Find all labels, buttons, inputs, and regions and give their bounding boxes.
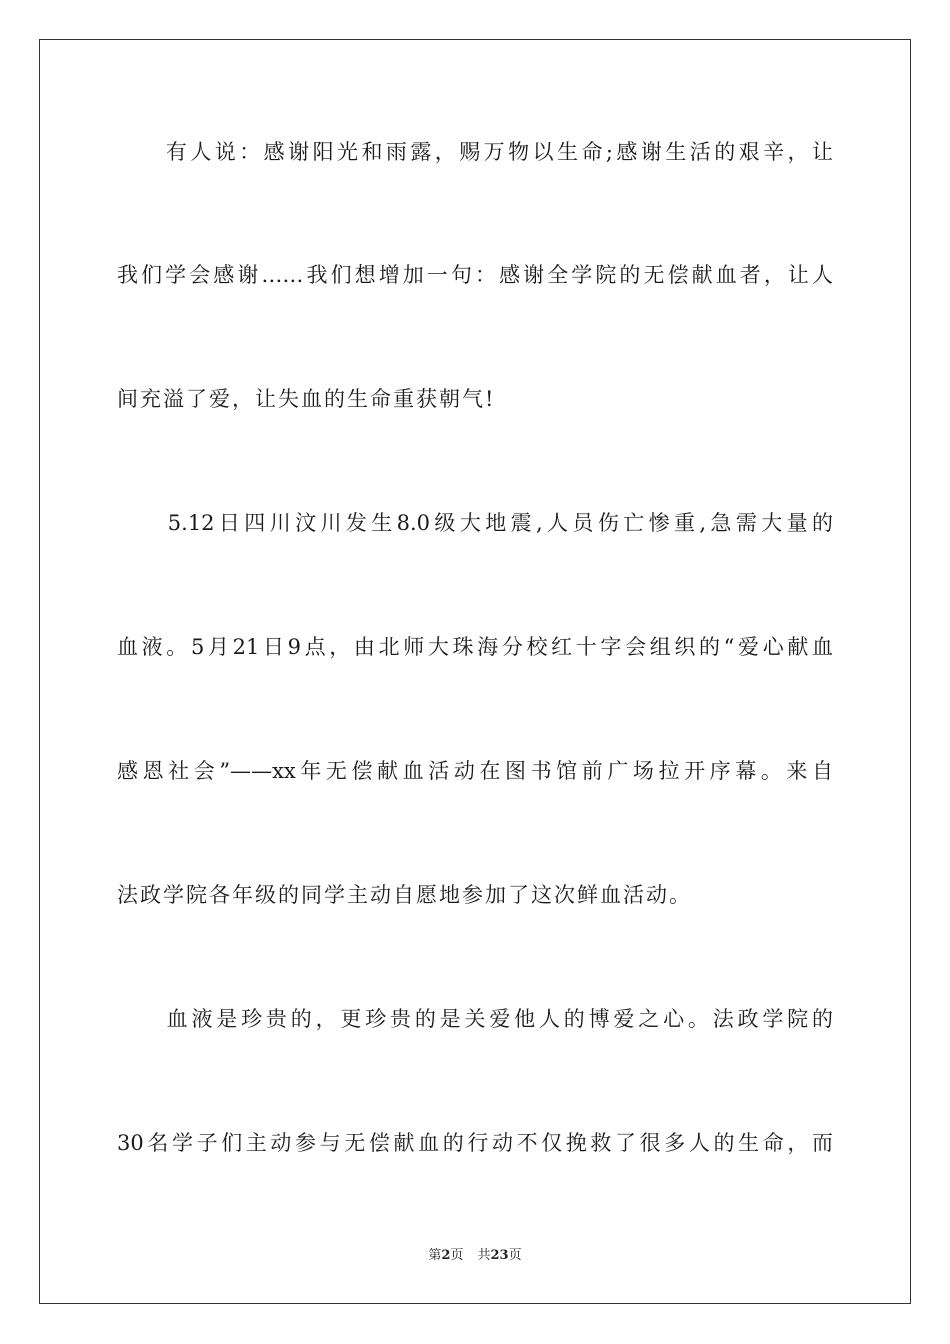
text-line-6: 感恩社会”——xx年无偿献血活动在图书馆前广场拉开序幕。来自: [117, 759, 833, 783]
page-border: [39, 39, 911, 1304]
text-line-8: 血液是珍贵的，更珍贵的是关爱他人的博爱之心。法政学院的: [117, 1007, 833, 1031]
total-pages: 23: [490, 1248, 509, 1263]
page-suffix: 页: [450, 1248, 464, 1263]
text-line-7: 法政学院各年级的同学主动自愿地参加了这次鲜血活动。: [117, 883, 692, 907]
text-line-9: 30名学子们主动参与无偿献血的行动不仅挽救了很多人的生命，而: [117, 1131, 833, 1155]
page-number: 2: [441, 1248, 451, 1263]
total-suffix: 页: [508, 1248, 522, 1263]
text-line-3: 间充溢了爱，让失血的生命重获朝气!: [117, 387, 496, 411]
text-line-5: 血液。5月21日9点，由北师大珠海分校红十字会组织的“爱心献血: [117, 635, 833, 659]
total-prefix: 共: [477, 1248, 491, 1263]
text-line-4: 5.12日四川汶川发生8.0级大地震,人员伤亡惨重,急需大量的: [117, 511, 833, 535]
page-prefix: 第: [428, 1248, 442, 1263]
text-line-2: 我们学会感谢……我们想增加一句：感谢全学院的无偿献血者，让人: [117, 263, 833, 287]
page-footer: [0, 1247, 950, 1265]
text-line-1: 有人说：感谢阳光和雨露，赐万物以生命;感谢生活的艰辛，让: [117, 140, 833, 164]
